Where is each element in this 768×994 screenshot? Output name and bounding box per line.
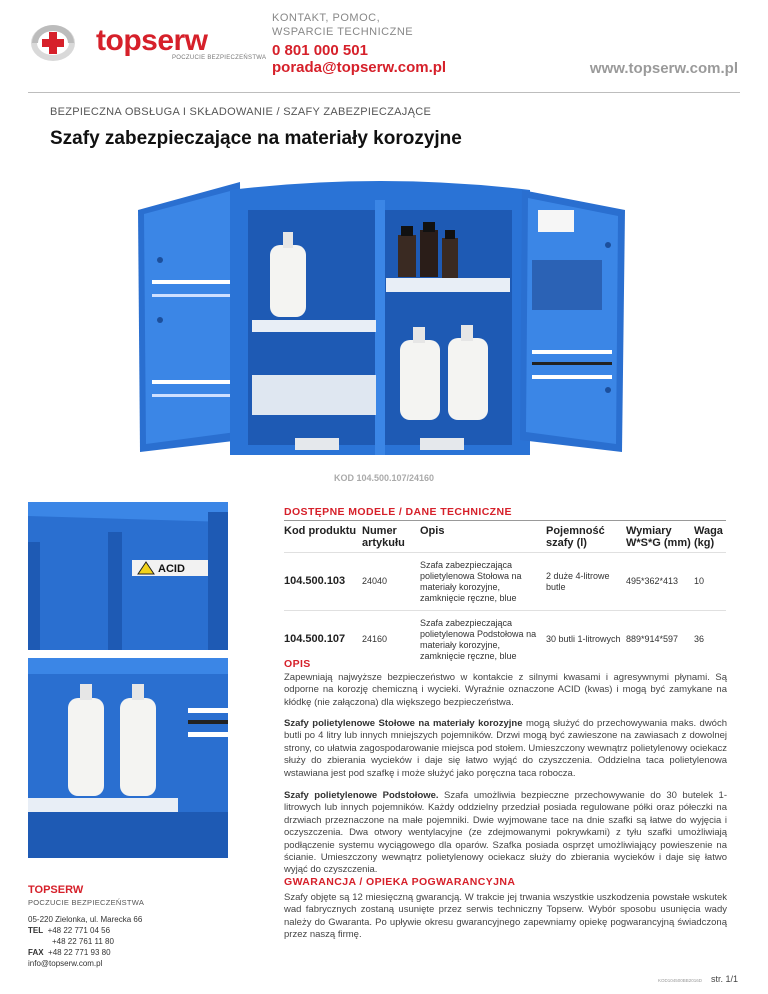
col-header-capacity: Pojemność szafy (l) — [546, 525, 605, 549]
description-paragraph-2 — [284, 718, 727, 780]
col-header-code: Kod produktu — [284, 525, 357, 537]
footer-tel-1-value[interactable]: +48 22 771 04 56 — [47, 926, 111, 935]
cabinet-acid-label-image — [28, 502, 228, 650]
logo-wordmark: topserw — [96, 24, 208, 57]
cell-dims: 495*362*413 — [626, 553, 694, 611]
website-link[interactable]: www.topserw.com.pl — [589, 60, 738, 77]
cell-capacity: 2 duże 4-litrowe butle — [546, 553, 626, 611]
cabinet-bottles-image — [28, 658, 228, 858]
acid-label-text: ACID — [158, 563, 185, 575]
table-divider — [284, 520, 726, 521]
hero-caption: KOD 104.500.107/24160 — [333, 473, 435, 483]
footer-email[interactable]: info@topserw.com.pl — [28, 959, 103, 968]
footer-fax — [28, 947, 111, 958]
topserw-logo-icon — [28, 22, 78, 64]
warranty-heading: GWARANCJA / OPIEKA POGWARANCYJNA — [284, 876, 516, 888]
page-number: str. 1/1 — [710, 974, 738, 984]
description-paragraph-3-lead: Szafy polietylenowe Podstołowe. — [284, 790, 439, 801]
cell-code: 104.500.107 — [284, 611, 362, 669]
contact-phone[interactable]: 0 801 000 501 — [272, 42, 368, 59]
cabinet-product-image — [130, 170, 630, 470]
col-header-weight: Waga (kg) — [694, 525, 723, 549]
header-divider — [28, 92, 740, 93]
models-heading: DOSTĘPNE MODELE / DANE TECHNICZNE — [284, 506, 512, 518]
cell-weight: 36 — [694, 611, 726, 669]
col-header-desc: Opis — [420, 525, 445, 537]
table-row — [284, 611, 726, 669]
footer-tel-label: TEL — [28, 926, 44, 935]
warranty-text: Szafy objęte są 12 miesięczną gwarancją. W trakcie jej trwania wszystkie uszkodzenia powstałe wskutek wad fabrycznych zostaną usunięte przez serwis techniczny Topserw. Wybór sposobu usunięcia wady należy do Gwaranta. Po upływie okresu gwarancyjnego zapewniamy opiekę pogwarancyjną świadczoną przez naszą firmę. — [284, 892, 727, 941]
footer-tel-1 — [28, 925, 110, 936]
contact-heading-line2: WSPARCIE TECHNICZNE — [272, 26, 414, 38]
footer-tel-2[interactable]: +48 22 761 11 80 — [52, 937, 114, 946]
cell-capacity: 30 butli 1-litrowych — [546, 611, 626, 669]
footer-fax-label: FAX — [28, 948, 44, 957]
cell-desc: Szafa zabezpieczająca polietylenowa Podstołowa na materiały korozyjne, zamknięcie ręczne, blue — [420, 611, 546, 669]
models-table — [284, 522, 726, 669]
page-title: Szafy zabezpieczające na materiały korozyjne — [50, 128, 462, 149]
col-header-dims: Wymiary W*S*G (mm) — [626, 525, 691, 549]
description-paragraph-3-body: Szafa umożliwia bezpieczne przechowywanie do 30 butelek 1-litrowych lub innych pojemników. Każdy oddzielny przedział posiada regulowane półki oraz półeczki na drzwiach przeznaczone na małe pojemniki. Dwie wyjmowane tace na dnie szafki są łatwe do wyjęcia i oczyszczenia. Dwa otwory wentylacyjne (ze zdejmowanymi pokrywkami) z tyłu szafki umożliwiają podłączenie systemu wyciągowego dla oparów. Szafka posiada osprzęt umożliwiający powieszenie na ścianie. Umieszczony wewnątrz polietylenowy ociekacz służy do zbierania wycieków i daje się łatwo wyjąć do czyszczenia. — [284, 790, 727, 876]
cell-article: 24040 — [362, 553, 420, 611]
table-header-row — [284, 522, 726, 553]
cell-code: 104.500.103 — [284, 553, 362, 611]
breadcrumb: BEZPIECZNA OBSŁUGA I SKŁADOWANIE / SZAFY ZABEZPIECZAJĄCE — [50, 106, 432, 118]
footer-tagline: POCZUCIE BEZPIECZEŃSTWA — [28, 898, 145, 907]
logo-tagline: POCZUCIE BEZPIECZEŃSTWA — [172, 55, 267, 61]
document-id: KOD104500BB2016D — [657, 978, 702, 983]
description-heading: OPIS — [284, 658, 311, 670]
footer-brand: TOPSERW — [28, 884, 84, 896]
footer-address: 05-220 Zielonka, ul. Marecka 66 — [28, 915, 143, 924]
description-paragraph-1: Zapewniają najwyższe bezpieczeństwo w kontakcie z silnymi kwasami i agresywnymi płynami. Są odporne na korozję chemiczną i wycieki. Wyraźnie oznaczone ACID (kwas) i mogą być zamykane na kłódkę (nie załączona) dla większego bezpieczeństwa. — [284, 672, 727, 708]
cell-article: 24160 — [362, 611, 420, 669]
cell-desc: Szafa zabezpieczająca polietylenowa Stołowa na materiały korozyjne, zamknięcie ręczne, blue — [420, 553, 546, 611]
description-paragraph-2-body: mogą służyć do przechowywania maks. dwóch butli po 4 litry lub innych mniejszych pojemników. Drzwi mogą być zawieszone na zawiasach z dowolnej strony, co ułatwia zagospodarowanie miejsca pod stołem. Umieszczony wewnątrz polietylenowy ociekacz służy do zbierania wycieków i daje się łatwo wyjąć do czyszczenia. Oddzielna taca polietylenowa wstawiana jest pod szafkę i może służyć jako poręczna taca robocza. — [284, 718, 727, 779]
table-row — [284, 553, 726, 611]
footer-fax-value: +48 22 771 93 80 — [48, 948, 111, 957]
description-paragraph-3 — [284, 790, 727, 877]
col-header-article: Numer artykułu — [362, 525, 405, 549]
description-paragraph-2-lead: Szafy polietylenowe Stołowe na materiały korozyjne — [284, 718, 523, 729]
cell-dims: 889*914*597 — [626, 611, 694, 669]
contact-heading-line1: KONTAKT, POMOC, — [272, 12, 381, 24]
contact-email[interactable]: porada@topserw.com.pl — [272, 59, 447, 76]
cell-weight: 10 — [694, 553, 726, 611]
